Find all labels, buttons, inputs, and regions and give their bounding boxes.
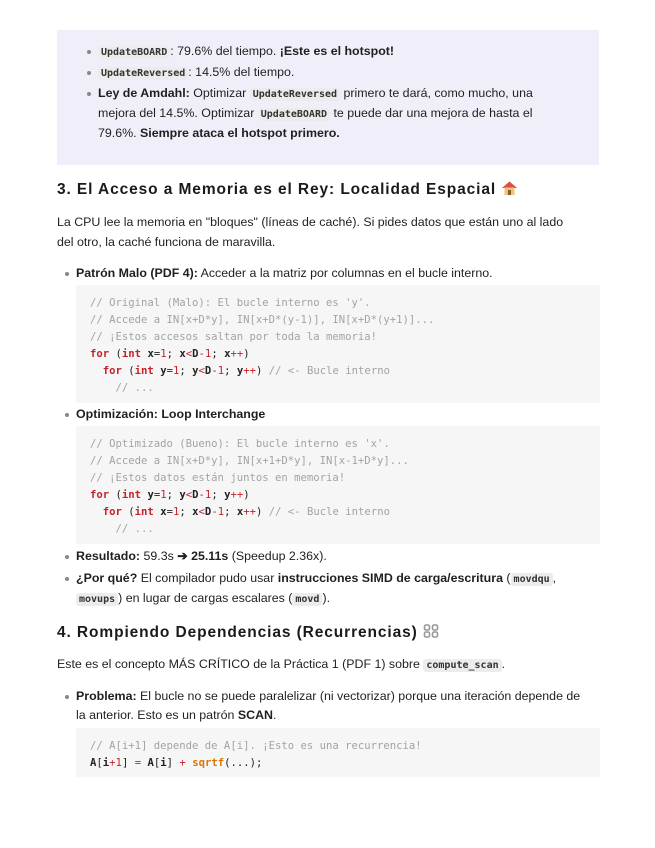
code-block-recurrence: // A[i+1] depende de A[i]. ¡Esto es una recurrencia! A[i+1] = A[i] + sqrtf(...); [76, 728, 600, 777]
section-4-intro: Este es el concepto MÁS CRÍTICO de la Práctica 1 (PDF 1) sobre compute_scan . [57, 657, 506, 671]
list-item: Patrón Malo (PDF 4): Acceder a la matriz por columnas en el bucle interno. [76, 264, 493, 283]
list-item: Resultado: 59.3s ➔ 25.11s (Speedup 2.36x). [76, 547, 327, 566]
inline-code: compute_scan [423, 659, 501, 672]
list-item: ¿Por qué? El compilador pudo usar instrucciones SIMD de carga/escritura ( movdqu , movups ) en lugar de cargas escalares ( movd ). [76, 569, 606, 609]
code-block-good: // Optimizado (Bueno): El bucle interno es 'x'. // Accede a IN[x+D*y], IN[x+1+D*y], IN[x-1+D*y]... // ¡Estos datos están juntos en memoria! for (int y=1; y<D-1; y++) for (int x=1; x<D-1; x++) // <- Bucle interno // ... [76, 426, 600, 544]
inline-code: UpdateBOARD [258, 108, 330, 121]
list-item: Ley de Amdahl: Optimizar UpdateReversed primero te dará, como mucho, una mejora del 14.5%. Optimizar UpdateBOARD te puede dar una mejora de hasta el 79.6%. Siempre ataca el hotspot primero. [98, 84, 578, 143]
section-4-heading: 4. Rompiendo Dependencias (Recurrencias) [57, 623, 439, 644]
section-3-intro: La CPU lee la memoria en "bloques" (líneas de caché). Si pides datos que están uno al lado del otro, la caché funciona de maravilla. [57, 215, 564, 249]
inline-code: UpdateReversed [98, 67, 188, 80]
amdahl-callout [57, 30, 599, 165]
broken-chain-icon [423, 623, 439, 644]
list-item: UpdateReversed : 14.5% del tiempo. [98, 63, 578, 83]
inline-code: UpdateReversed [250, 88, 340, 101]
list-item: Problema: El bucle no se puede paralelizar (ni vectorizar) porque una iteración depende de la anterior. Esto es un patrón SCAN. [76, 687, 606, 725]
list-item: UpdateBOARD : 79.6% del tiempo. ¡Este es el hotspot! [98, 42, 578, 62]
list-item: Optimización: Loop Interchange [76, 405, 265, 424]
arrow-right-icon: ➔ [177, 549, 188, 563]
inline-code: UpdateBOARD [98, 46, 170, 59]
code-block-bad: // Original (Malo): El bucle interno es 'y'. // Accede a IN[x+D*y], IN[x+D*(y-1)], IN[x+D*(y+1)]... // ¡Estos accesos saltan por toda la memoria! for (int x=1; x<D-1; x++) for (int y=1; y<D-1; y++) // <- Bucle interno // ... [76, 285, 600, 403]
inline-code: movd [292, 593, 322, 606]
house-icon [501, 180, 518, 201]
section-3-heading: 3. El Acceso a Memoria es el Rey: Localidad Espacial [57, 180, 518, 201]
inline-code: movdqu [511, 573, 553, 586]
inline-code: movups [76, 593, 118, 606]
